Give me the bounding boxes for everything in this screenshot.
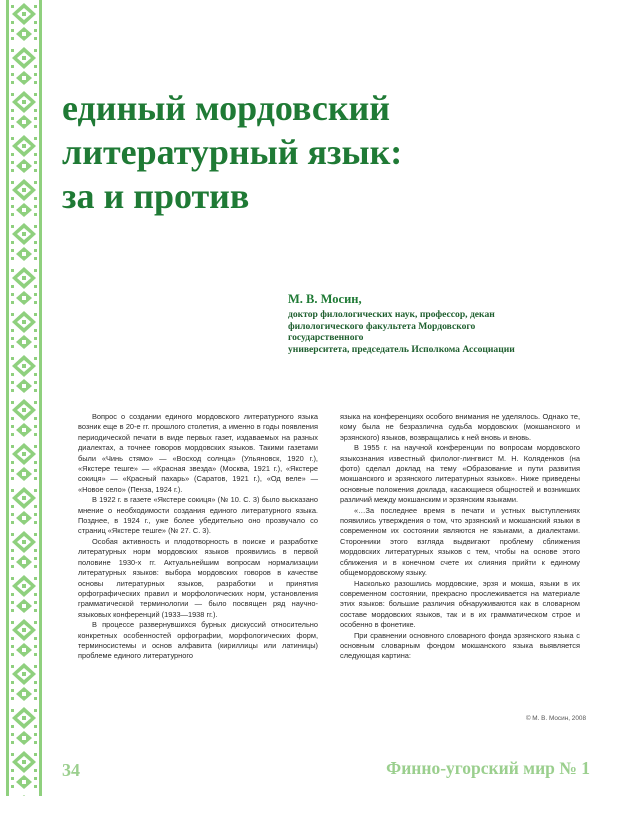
copyright-note: © М. В. Мосин, 2008	[525, 715, 586, 722]
article-column-left	[78, 412, 318, 662]
paragraph: В 1922 г. в газете «Якстере сокиця» (№ 10. С. 3) было высказано мнение о необходимости создания единого литературного языка. Позднее, в 1924 г., уже более убедительно оно прозвучало со страниц «Якстере тешге» (№ 27. С. 3).	[78, 495, 318, 536]
page-number: 34	[62, 760, 80, 780]
paragraph: Особая активность и плодотворность в поиске и разработке литературных норм мордовских языков проявились в первой половине 1930-х гг. Актуальнейшим вопросам нормализации литературных языков: выбора мордовских говоров в качестве основы литературных языков, разработки и принятия орфографических правил и морфологических норм, установления грамматической терминологии — было посвящен ряд научно-языковых конференций (1933—1938 гг.).	[78, 536, 318, 619]
author-block	[288, 292, 588, 355]
title-line-3: за и против	[62, 176, 250, 216]
ornament-border	[6, 0, 42, 796]
paragraph: «…За последнее время в печати и устных выступлениях появились утверждения о том, что эрзянский и мокшанский языки в современном их состоянии являются не языками, а диалектами. Сторонники этого взгляда выдвигают проблему сближения мордовских литературных языков с тем, чтобы на основе этого сближения и в конечном счете их слияния прийти к единому общемордовскому языку.	[340, 505, 580, 578]
paragraph: В 1955 г. на научной конференции по вопросам мордовского языкознания известный филолог-лингвист М. Н. Коляденков (на фото) сделал доклад на тему «Образование и пути развития мокшанского и эрзянского литературных языков». Ниже приведены основные положения доклада, касающиеся общностей и возникших различий между мокшанским и эрзянским языками.	[340, 443, 580, 505]
title-line-1: единый мордовский	[62, 88, 391, 128]
author-name: М. В. Мосин,	[288, 292, 362, 306]
paragraph: В процессе развернувшихся бурных дискуссий относительно конкретных особенностей орфографии, морфологических форм, терминосистемы и основ алфавита (кириллицы или латиницы) проблеме единого литературного	[78, 620, 318, 661]
paragraph: Насколько разошлись мордовские, эрзя и мокша, языки в их современном состоянии, прекрасно прослеживается на материале этих языков: большие различия обнаруживаются как в словарном составе мордовских языков, так и в их грамматическом строе и особенно в фонетике.	[340, 578, 580, 630]
author-desc-4: университета, председатель Исполкома Ассоциации	[288, 343, 515, 355]
title-line-2: литературный язык:	[62, 132, 403, 172]
author-desc-2: филологического факультета Мордовского	[288, 320, 476, 332]
author-desc-1: доктор филологических наук, профессор, декан	[288, 309, 495, 320]
article-title	[62, 86, 482, 218]
article-column-right	[340, 412, 580, 662]
author-desc-3: государственного	[288, 332, 364, 343]
paragraph: При сравнении основного словарного фонда эрзянского языка с основным словарным фондом мокшанского языка выявляется следующая картина:	[340, 630, 580, 661]
paragraph: языка на конференциях особого внимания не уделялось. Однако те, кому была не безразлична судьба мордовских (мокшанского и эрзянского) языков, возвращались к ней вновь и вновь.	[340, 412, 580, 442]
paragraph: Вопрос о создании единого мордовского литературного языка возник еще в 20-е гг. прошлого столетия, а именно в годы появления периодической печати в виде первых газет, издаваемых на разных диалектах, а точнее говоров мордовских языков. Такими газетами были «Чинь стямо» — «Восход солнца» (Ульяновск, 1920 г.), «Якстере тешге» — «Красная звезда» (Москва, 1921 г.), «Якстере сокиця» — «Красный пахарь» (Саратов, 1921 г.), «Од веле» — «Новое село» (Пенза, 1924 г.).	[78, 412, 318, 494]
journal-title: Финно-угорский мир № 1	[386, 758, 590, 778]
